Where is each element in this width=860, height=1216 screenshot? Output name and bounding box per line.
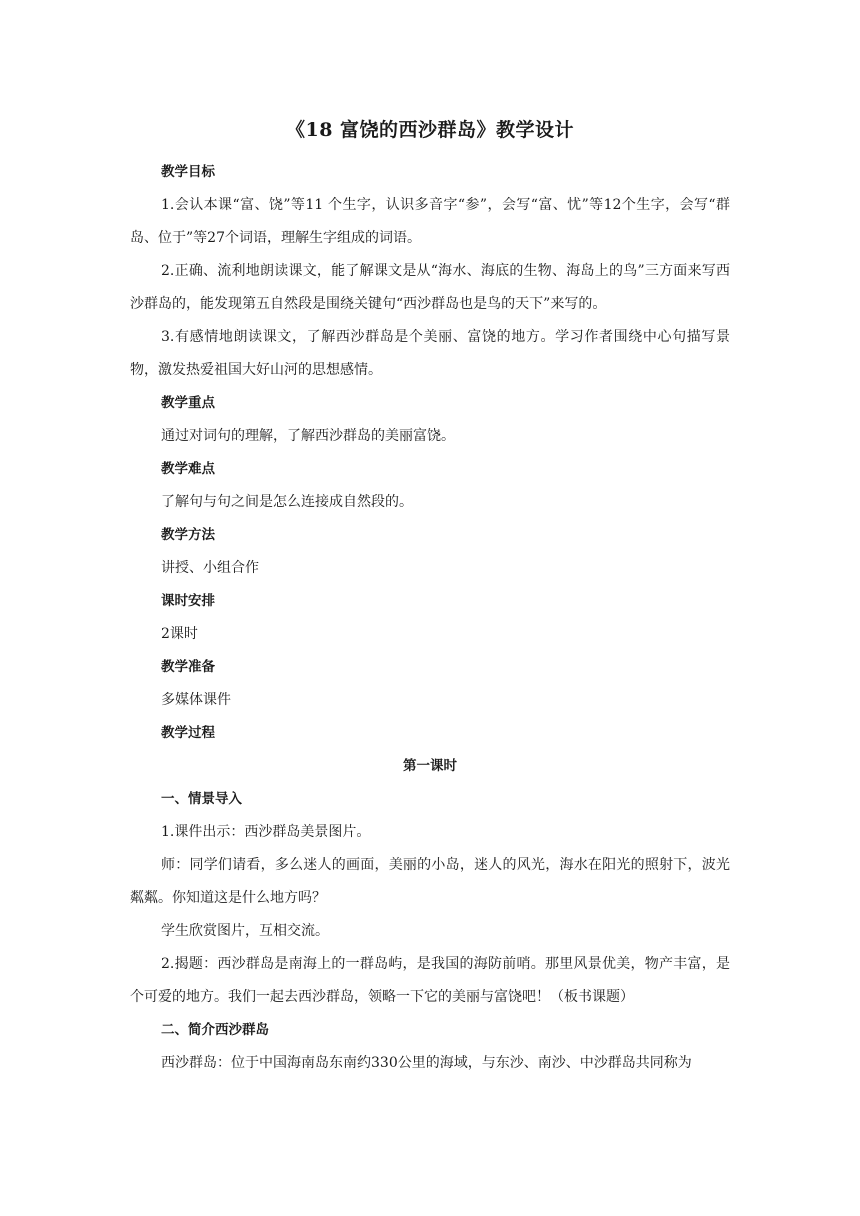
section-heading-difficulties: 教学难点 [161, 461, 215, 477]
teacher-prompt: 师：同学们请看，多么迷人的画面，美丽的小岛，迷人的风光，海水在阳光的照射下，波光粼粼。你知道这是什么地方吗？ [130, 857, 730, 906]
section-heading-schedule: 课时安排 [161, 593, 215, 609]
section-heading-process: 教学过程 [161, 725, 215, 741]
schedule-text: 2课时 [161, 626, 198, 642]
methods-text: 讲授、小组合作 [161, 560, 259, 576]
difficulties-text: 了解句与句之间是怎么连接成自然段的。 [161, 494, 413, 510]
objective-2: 2.正确、流利地朗读课文，能了解课文是从“海水、海底的生物、海岛上的鸟”三方面来写西沙群岛的，能发现第五自然段是围绕关键句“西沙群岛也是鸟的天下”来写的。 [130, 263, 730, 312]
intro-step-1: 1.课件出示：西沙群岛美景图片。 [161, 824, 371, 840]
section-heading-key-points: 教学重点 [161, 395, 215, 411]
objective-3: 3.有感情地朗读课文，了解西沙群岛是个美丽、富饶的地方。学习作者围绕中心句描写景物，激发热爱祖国大好山河的思想感情。 [130, 329, 730, 378]
section-heading-methods: 教学方法 [161, 527, 215, 543]
step-heading-intro: 一、情景导入 [161, 791, 242, 807]
student-activity: 学生欣赏图片，互相交流。 [161, 923, 329, 939]
section-heading-objectives: 教学目标 [161, 164, 215, 180]
intro-step-2: 2.揭题：西沙群岛是南海上的一群岛屿，是我国的海防前哨。那里风景优美，物产丰富，是个可爱的地方。我们一起去西沙群岛，领略一下它的美丽与富饶吧！（板书课题） [130, 956, 730, 1005]
document-title: 《18 富饶的西沙群岛》教学设计 [285, 119, 575, 141]
lesson-one-heading: 第一课时 [403, 758, 457, 774]
objective-1: 1.会认本课“富、饶”等11 个生字，认识多音字“参”，会写“富、忧”等12个生字，会写“群岛、位于”等27个词语，理解生字组成的词语。 [130, 197, 730, 246]
section-heading-preparation: 教学准备 [161, 659, 215, 675]
document-body [130, 156, 730, 1080]
step-heading-overview: 二、简介西沙群岛 [161, 1022, 269, 1038]
overview-text: 西沙群岛：位于中国海南岛东南约330公里的海域，与东沙、南沙、中沙群岛共同称为 [161, 1055, 692, 1071]
key-points-text: 通过对词句的理解，了解西沙群岛的美丽富饶。 [161, 428, 455, 444]
preparation-text: 多媒体课件 [161, 692, 231, 708]
